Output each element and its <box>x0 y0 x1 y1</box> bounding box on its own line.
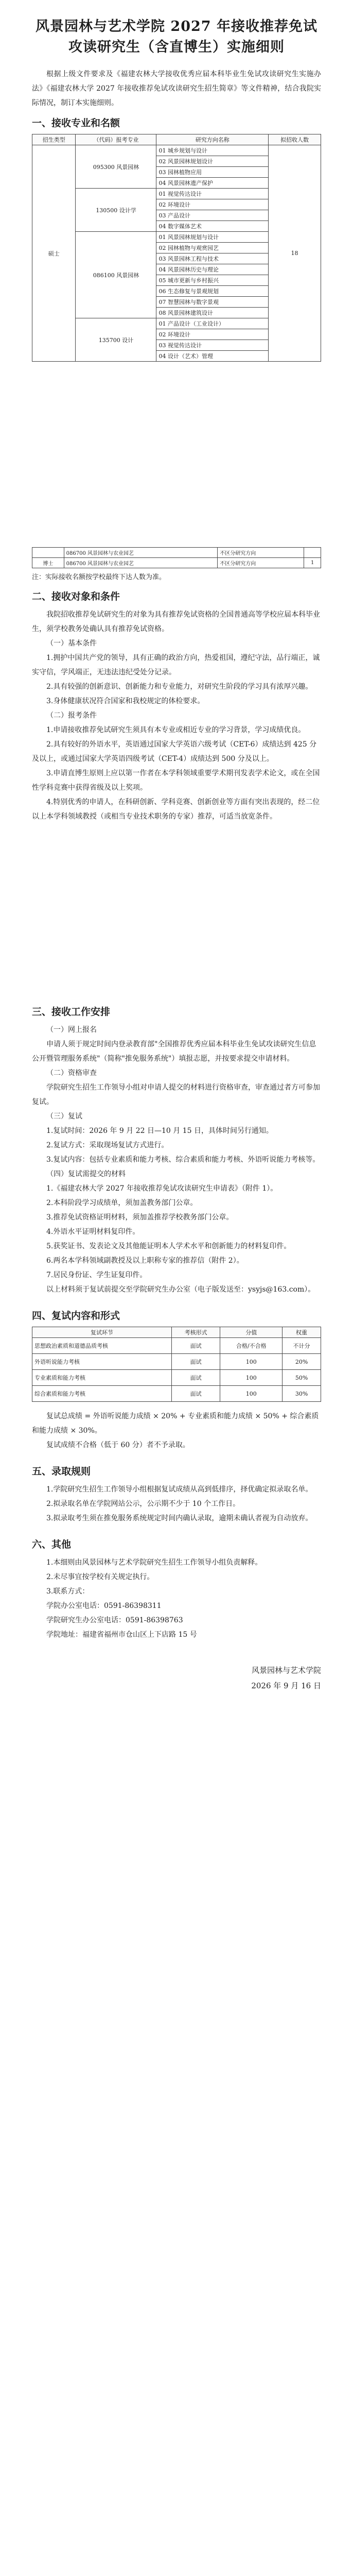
direction-name: 03 产品设计 <box>156 210 269 221</box>
body-paragraph: 2.未尽事宜按学校有关规定执行。 <box>46 1573 154 1581</box>
direction-name: 04 风景园林遗产保护 <box>156 178 269 189</box>
section-6-body <box>32 1555 321 1642</box>
major-table-header-type: 招生类型 <box>32 134 76 145</box>
body-paragraph: 1.复试时间：2026 年 9 月 22 日—10 月 15 日，具体时间另行通知。 <box>46 1127 273 1135</box>
body-paragraph: 2.拟录取名单在学院网站公示，公示期不少于 10 个工作日。 <box>46 1500 240 1508</box>
major-table-header-quota: 拟招收人数 <box>269 134 321 145</box>
body-paragraph: 复试总成绩 = 外语听说能力成绩 × 20% + 专业素质和能力成绩 × 50% + 综合素质和能力成绩 × 30%。 <box>32 1412 319 1435</box>
retest-cell: 综合素质和能力考核 <box>32 1386 172 1402</box>
section-4-heading: 四、复试内容和形式 <box>32 1310 120 1321</box>
phd-table-row <box>32 548 321 558</box>
direction-name: 04 设计（艺术）管理 <box>156 351 269 362</box>
major-name: 130500 设计学 <box>76 189 156 232</box>
direction-name: 04 风景园林历史与理论 <box>156 264 269 275</box>
body-paragraph: 1.申请接收推荐免试研究生须具有本专业或相近专业的学习背景，学习成绩优良。 <box>46 726 306 734</box>
retest-cell: 100 <box>220 1386 283 1402</box>
body-paragraph: 1.拥护中国共产党的领导，具有正确的政治方向，热爱祖国，遵纪守法，品行端正，诚实守信，学风端正，无违法违纪受处分记录。 <box>32 654 320 676</box>
body-paragraph: 2.具有较强的创新意识、创新能力和专业能力，对研究生阶段的学习具有浓厚兴趣。 <box>46 683 313 691</box>
major-name: 095300 风景园林 <box>76 145 156 189</box>
retest-table-row <box>32 1338 321 1354</box>
direction-name: 03 风景园林工程与技术 <box>156 253 269 264</box>
direction-name: 01 风景园林规划与设计 <box>156 232 269 243</box>
body-paragraph: （一）基本条件 <box>46 639 97 648</box>
body-paragraph: （三）复试 <box>46 1112 82 1121</box>
section-3-body <box>32 1023 321 1297</box>
section-4-body <box>32 1409 321 1452</box>
retest-table-row <box>32 1386 321 1402</box>
retest-header-score: 分值 <box>220 1327 283 1338</box>
body-paragraph: 3.联系方式： <box>46 1587 90 1596</box>
major-table <box>32 134 321 362</box>
retest-table-row <box>32 1354 321 1370</box>
document-title <box>32 16 321 58</box>
quota-note: 注：实际接收名额按学校最终下达人数为准。 <box>32 573 166 581</box>
section-5-body <box>32 1482 321 1526</box>
phd-cell: 1 <box>304 558 321 568</box>
retest-cell: 30% <box>283 1386 321 1402</box>
retest-cell: 100 <box>220 1354 283 1370</box>
body-paragraph: （二）资格审查 <box>46 1069 97 1077</box>
body-paragraph: 3.拟录取考生须在推免服务系统规定时间内确认录取，逾期未确认者视为自动放弃。 <box>46 1514 313 1522</box>
retest-cell: 100 <box>220 1370 283 1386</box>
section-5-heading: 五、录取规则 <box>32 1466 91 1477</box>
direction-name: 01 城乡规划与设计 <box>156 145 269 156</box>
direction-name: 03 园林植物应用 <box>156 167 269 178</box>
body-paragraph: 1.本细则由风景园林与艺术学院研究生招生工作领导小组负责解释。 <box>46 1558 262 1567</box>
signature-date: 2026 年 9 月 16 日 <box>251 1681 321 1690</box>
body-paragraph: 复试成绩不合格（低于 60 分）者不予录取。 <box>46 1441 190 1449</box>
body-paragraph: 2.本科阶段学习成绩单，须加盖教务部门公章。 <box>46 1199 198 1207</box>
direction-name: 02 风景园林规划设计 <box>156 156 269 167</box>
body-paragraph: 学院办公室电话：0591-86398311 <box>46 1602 162 1610</box>
retest-cell: 面试 <box>171 1370 220 1386</box>
direction-name: 01 视觉传达设计 <box>156 189 269 199</box>
phd-cell: 不区分研究方向 <box>218 548 304 558</box>
body-paragraph: （一）网上报名 <box>46 1026 97 1034</box>
body-paragraph: 学院研究生招生工作领导小组对申请人提交的材料进行资格审查，审查通过者方可参加复试。 <box>32 1083 320 1106</box>
retest-cell: 不计分 <box>283 1338 321 1354</box>
major-name: 086100 风景园林 <box>76 232 156 318</box>
body-paragraph: 6.两名本学科领域副教授及以上职称专家的推荐信（附件 2）。 <box>46 1257 244 1265</box>
body-paragraph: 3.推荐免试资格证明材料，须加盖推荐学校教务部门公章。 <box>46 1213 234 1222</box>
direction-name: 04 数字媒体艺术 <box>156 221 269 232</box>
direction-name: 08 风景园林建筑设计 <box>156 308 269 318</box>
body-paragraph: （四）复试需提交的材料 <box>46 1170 126 1178</box>
direction-name: 02 环境设计 <box>156 329 269 340</box>
phd-table <box>32 547 321 568</box>
body-paragraph: 7.居民身份证、学生证复印件。 <box>46 1271 147 1279</box>
phd-cell: 086700 风景园林与农业园艺 <box>64 548 218 558</box>
body-paragraph: 4.特别优秀的申请人，在科研创新、学科竞赛、创新创业等方面有突出表现的，经二位以上本学科领域教授（或相当专业技术职务的专家）推荐，可适当放宽条件。 <box>32 798 320 821</box>
body-paragraph: 以上材料须于复试前提交至学院研究生办公室（电子版发送至：ysyjs@163.com）。 <box>46 1285 315 1294</box>
phd-table-row <box>32 558 321 568</box>
retest-cell: 专业素质和能力考核 <box>32 1370 172 1386</box>
phd-table-body <box>32 548 321 568</box>
section-6-heading: 六、其他 <box>32 1539 72 1550</box>
retest-table-row <box>32 1370 321 1386</box>
quota-count: 18 <box>269 145 321 362</box>
direction-name: 06 生态修复与景观规划 <box>156 286 269 297</box>
body-paragraph: 3.身体健康状况符合国家和我校规定的体检要求。 <box>46 697 205 705</box>
section-3-heading: 三、接收工作安排 <box>32 1006 111 1018</box>
signature-org: 风景园林与艺术学院 <box>251 1666 321 1675</box>
retest-cell: 面试 <box>171 1386 220 1402</box>
phd-cell: 不区分研究方向 <box>218 558 304 568</box>
body-paragraph: 2.具有较好的外语水平，英语通过国家大学英语六级考试（CET-6）成绩达到 425 分及以上，或通过国家大学英语四级考试（CET-4）成绩达到 500 分及以上。 <box>32 740 317 763</box>
retest-header-stage: 复试环节 <box>32 1327 172 1338</box>
major-table-header-direction: 研究方向名称 <box>156 134 269 145</box>
retest-cell: 思想政治素质和道德品质考核 <box>32 1338 172 1354</box>
body-paragraph: 5.获奖证书、发表论文及其他能证明本人学术水平和创新能力的材料复印件。 <box>46 1242 291 1250</box>
retest-header-weight: 权重 <box>283 1327 321 1338</box>
title-line-2: 攻读研究生（含直博生）实施细则 <box>68 39 285 55</box>
phd-cell: 博士 <box>32 558 64 568</box>
body-paragraph: 1.学院研究生招生工作领导小组根据复试成绩从高到低排序，择优确定拟录取名单。 <box>46 1485 313 1494</box>
major-table-header-major: （代码）报考专业 <box>76 134 156 145</box>
section-1-heading: 一、接收专业和名额 <box>32 117 120 129</box>
phd-cell <box>304 548 321 558</box>
section-2-body <box>32 607 321 824</box>
body-paragraph: 学院研究生办公室电话：0591-86398763 <box>46 1616 183 1624</box>
major-table-body <box>32 145 321 362</box>
retest-cell: 面试 <box>171 1338 220 1354</box>
body-paragraph: 3.申请直博生原则上应以第一作者在本学科领域重要学术期刊发表学术论文，或在全国性学科竞赛中获得省级及以上奖项。 <box>32 769 320 792</box>
major-table-row <box>32 145 321 156</box>
direction-name: 03 视觉传达设计 <box>156 340 269 351</box>
section-2-heading: 二、接收对象和条件 <box>32 591 120 602</box>
retest-table-body <box>32 1338 321 1402</box>
direction-name: 01 产品设计（工业设计） <box>156 318 269 329</box>
body-paragraph: （二）报考条件 <box>46 711 97 720</box>
major-name: 135700 设计 <box>76 318 156 362</box>
retest-cell: 50% <box>283 1370 321 1386</box>
body-paragraph: 1.《福建农林大学 2027 年接收推荐免试攻读研究生申请表》（附件 1）。 <box>46 1184 278 1193</box>
retest-cell: 外语听说能力考核 <box>32 1354 172 1370</box>
direction-name: 07 智慧园林与数字景观 <box>156 297 269 308</box>
retest-table <box>32 1327 321 1402</box>
phd-cell <box>32 548 64 558</box>
body-paragraph: 我院招收推荐免试研究生的对象为具有推荐免试资格的全国普通高等学校应届本科毕业生，须学校教务处确认具有推荐免试资格。 <box>32 611 320 633</box>
title-line-1: 风景园林与艺术学院 2027 年接收推荐免试 <box>36 19 317 35</box>
retest-cell: 合格/不合格 <box>220 1338 283 1354</box>
enroll-type: 硕士 <box>32 145 76 362</box>
body-paragraph: 4.外语水平证明材料复印件。 <box>46 1228 140 1236</box>
retest-header-form: 考核形式 <box>171 1327 220 1338</box>
direction-name: 02 环境设计 <box>156 199 269 210</box>
phd-cell: 086700 风景园林与农业园艺 <box>64 558 218 568</box>
retest-cell: 面试 <box>171 1354 220 1370</box>
body-paragraph: 学院地址：福建省福州市仓山区上下店路 15 号 <box>46 1631 197 1639</box>
retest-cell: 20% <box>283 1354 321 1370</box>
body-paragraph: 3.复试内容：包括专业素质和能力考核、综合素质和能力考核、外语听说能力考核等。 <box>46 1156 320 1164</box>
direction-name: 05 城市更新与乡村振兴 <box>156 275 269 286</box>
direction-name: 02 园林植物与观赏园艺 <box>156 243 269 253</box>
body-paragraph: 2.复试方式：采取现场复试方式进行。 <box>46 1141 169 1149</box>
body-paragraph: 申请人须于规定时间内登录教育部"全国推荐优秀应届本科毕业生免试攻读研究生信息公开暨管理服务系统"（简称"推免服务系统"）填报志愿，并按要求提交申请材料。 <box>32 1040 316 1063</box>
intro-paragraph: 根据上级文件要求及《福建农林大学接收优秀应届本科毕业生免试攻读研究生实施办法》《福建农林大学 2027 年接收推荐免试攻读研究生招生简章》等文件精神，结合我院实际情况，制订本实施细则。 <box>32 70 321 107</box>
